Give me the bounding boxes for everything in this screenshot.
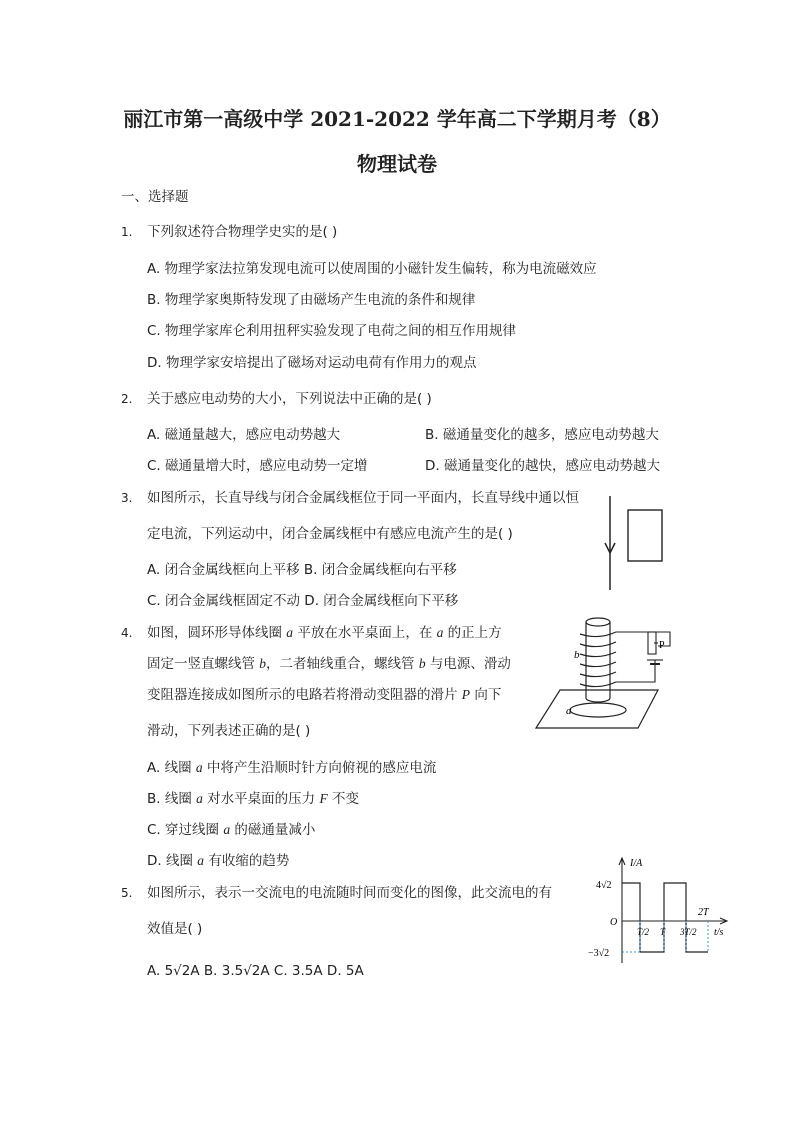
q5-options: A. 5√2A B. 3.5√2A C. 3.5A D. 5A xyxy=(147,963,364,979)
q1-option-b: B. 物理学家奥斯特发现了由磁场产生电流的条件和规律 xyxy=(147,292,476,308)
ymin-label: −3√2 xyxy=(588,948,610,959)
q4-stem-line4: 滑动，下列表述正确的是( ) xyxy=(147,723,311,739)
q3-number: 3. xyxy=(121,491,133,505)
q1-option-d: D. 物理学家安培提出了磁场对运动电荷有作用力的观点 xyxy=(147,355,477,371)
label-a: a xyxy=(566,705,572,717)
q1-option-c: C. 物理学家库仑利用扭秤实验发现了电荷之间的相互作用规律 xyxy=(147,323,517,339)
tick-T: T xyxy=(660,927,666,937)
q3-options-ab: A. 闭合金属线框向上平移 B. 闭合金属线框向右平移 xyxy=(147,562,457,578)
metal-frame xyxy=(628,510,662,561)
q3-options-cd: C. 闭合金属线框固定不动 D. 闭合金属线框向下平移 xyxy=(147,593,459,609)
label-p: P xyxy=(659,640,665,651)
q3-stem-line2: 定电流，下列运动中，闭合金属线框中有感应电流产生的是( ) xyxy=(147,526,513,542)
section-heading: 一、选择题 xyxy=(121,189,189,205)
q5-stem-line1: 如图所示，表示一交流电的电流随时间而变化的图像，此交流电的有 xyxy=(147,885,552,901)
coil-a xyxy=(570,703,626,717)
q4-option-c: C. 穿过线圈 a 的磁通量减小 xyxy=(147,822,316,838)
tick-2T: 2T xyxy=(698,907,709,918)
y-axis-label: I/A xyxy=(630,858,643,869)
q3-wire-frame-figure xyxy=(600,490,680,600)
exam-title-line1: 丽江市第一高级中学 2021-2022 学年高二下学期月考（8） xyxy=(123,107,671,131)
q2-option-b: B. 磁通量变化的越多，感应电动势越大 xyxy=(425,427,659,443)
q4-stem-line2: 固定一竖直螺线管 b，二者轴线重合，螺线管 b 与电源、滑动 xyxy=(147,656,511,672)
q4-option-a: A. 线圈 a 中将产生沿顺时针方向俯视的感应电流 xyxy=(147,760,437,776)
tick-3half-T: 3T/2 xyxy=(680,927,697,937)
q2-stem: 关于感应电动势的大小，下列说法中正确的是( ) xyxy=(147,391,432,407)
origin-label: O xyxy=(610,917,618,928)
q2-option-c: C. 磁通量增大时，感应电动势一定增 xyxy=(147,458,368,474)
current-waveform xyxy=(622,883,708,952)
tick-half-T: T/2 xyxy=(637,927,650,937)
q1-option-a: A. 物理学家法拉第发现电流可以使周围的小磁针发生偏转，称为电流磁效应 xyxy=(147,261,597,277)
exam-title-line2: 物理试卷 xyxy=(357,152,437,176)
table-surface xyxy=(536,690,658,728)
q5-current-graph xyxy=(590,855,740,967)
q2-option-d: D. 磁通量变化的越快，感应电动势越大 xyxy=(425,458,660,474)
q5-stem-line2: 效值是( ) xyxy=(147,921,203,937)
q2-number: 2. xyxy=(121,392,133,406)
q4-solenoid-figure xyxy=(530,612,675,732)
q4-stem-line3: 变阻器连接成如图所示的电路若将滑动变阻器的滑片 P 向下 xyxy=(147,687,502,703)
q1-stem: 下列叙述符合物理学史实的是( ) xyxy=(147,224,338,240)
solenoid-top xyxy=(586,618,610,626)
q3-stem-line1: 如图所示，长直导线与闭合金属线框位于同一平面内，长直导线中通以恒 xyxy=(147,490,579,506)
q4-number: 4. xyxy=(121,626,133,640)
label-b: b xyxy=(574,649,580,661)
q1-number: 1. xyxy=(121,225,133,239)
q5-number: 5. xyxy=(121,886,133,900)
ymax-label: 4√2 xyxy=(596,880,612,891)
q4-option-b: B. 线圈 a 对水平桌面的压力 F 不变 xyxy=(147,791,360,807)
q2-option-a: A. 磁通量越大，感应电动势越大 xyxy=(147,427,341,443)
q4-stem-line1: 如图，圆环形导体线圈 a 平放在水平桌面上，在 a 的正上方 xyxy=(147,625,502,641)
q4-option-d: D. 线圈 a 有收缩的趋势 xyxy=(147,853,290,869)
x-axis-label: t/s xyxy=(714,927,724,938)
